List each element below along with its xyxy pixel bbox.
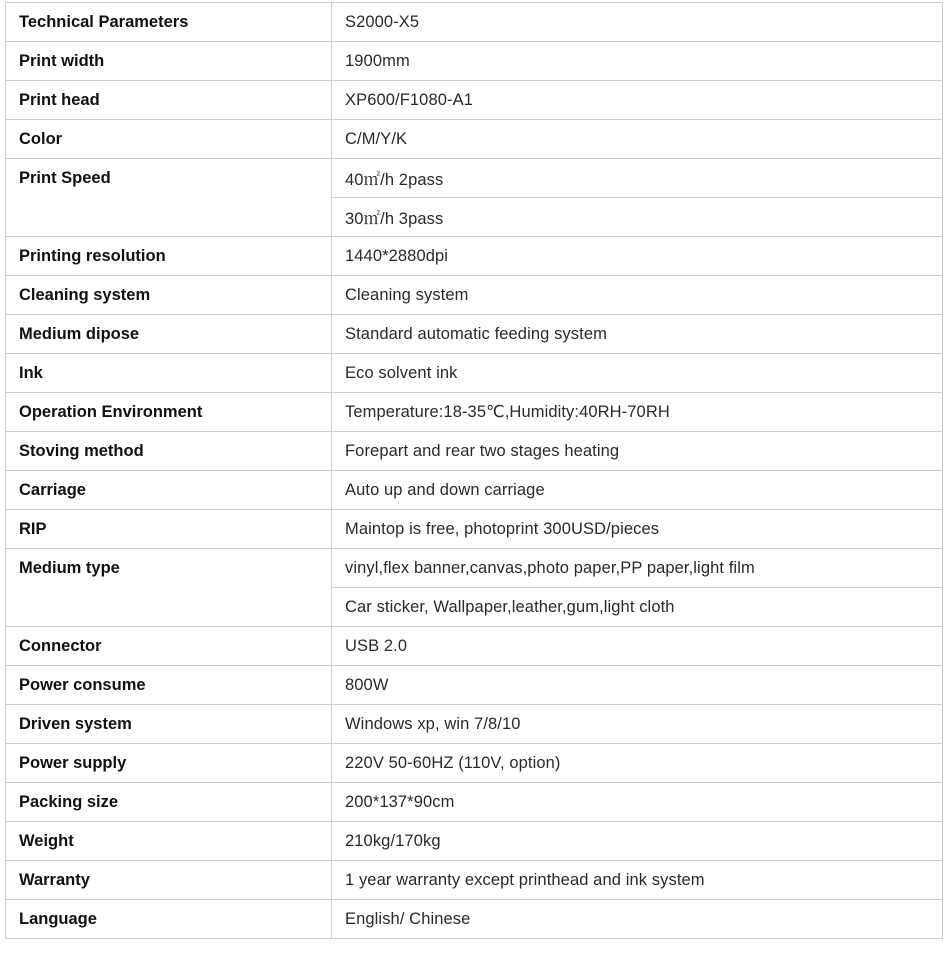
parameter-value: 40㎡/h 2pass — [332, 159, 943, 198]
spec-table — [5, 2, 943, 939]
table-row — [6, 159, 943, 198]
parameter-label: Carriage — [6, 471, 332, 510]
parameter-value: 1 year warranty except printhead and ink system — [332, 861, 943, 900]
parameter-label: Print Speed — [6, 159, 332, 237]
parameter-value: Eco solvent ink — [332, 354, 943, 393]
parameter-label: Operation Environment — [6, 393, 332, 432]
parameter-value: Forepart and rear two stages heating — [332, 432, 943, 471]
parameter-label: Power consume — [6, 666, 332, 705]
parameter-value: 210kg/170kg — [332, 822, 943, 861]
parameter-value: Windows xp, win 7/8/10 — [332, 705, 943, 744]
parameter-value: C/M/Y/K — [332, 120, 943, 159]
table-row — [6, 705, 943, 744]
parameter-label: Language — [6, 900, 332, 939]
table-row — [6, 276, 943, 315]
table-row — [6, 900, 943, 939]
table-row — [6, 315, 943, 354]
parameter-value: English/ Chinese — [332, 900, 943, 939]
parameter-label: Printing resolution — [6, 237, 332, 276]
parameter-value: Temperature:18-35℃,Humidity:40RH-70RH — [332, 393, 943, 432]
parameter-value: Standard automatic feeding system — [332, 315, 943, 354]
parameter-label: Cleaning system — [6, 276, 332, 315]
table-row — [6, 432, 943, 471]
parameter-value: 30㎡/h 3pass — [332, 198, 943, 237]
table-row — [6, 237, 943, 276]
parameter-label: Power supply — [6, 744, 332, 783]
table-row — [6, 81, 943, 120]
spec-table-body — [6, 3, 943, 939]
parameter-value: vinyl,flex banner,canvas,photo paper,PP paper,light film — [332, 549, 943, 588]
table-row — [6, 42, 943, 81]
table-row — [6, 120, 943, 159]
parameter-label: Technical Parameters — [6, 3, 332, 42]
table-row — [6, 471, 943, 510]
parameter-value: 800W — [332, 666, 943, 705]
parameter-label: Color — [6, 120, 332, 159]
table-row — [6, 393, 943, 432]
parameter-label: Print head — [6, 81, 332, 120]
parameter-value: USB 2.0 — [332, 627, 943, 666]
table-row — [6, 666, 943, 705]
parameter-value: S2000-X5 — [332, 3, 943, 42]
table-row — [6, 510, 943, 549]
parameter-label: Connector — [6, 627, 332, 666]
parameter-value: 1440*2880dpi — [332, 237, 943, 276]
parameter-value: 200*137*90cm — [332, 783, 943, 822]
parameter-label: Medium dipose — [6, 315, 332, 354]
parameter-label: RIP — [6, 510, 332, 549]
parameter-label: Stoving method — [6, 432, 332, 471]
parameter-label: Print width — [6, 42, 332, 81]
parameter-value: XP600/F1080-A1 — [332, 81, 943, 120]
parameter-label: Ink — [6, 354, 332, 393]
parameter-label: Driven system — [6, 705, 332, 744]
table-row — [6, 783, 943, 822]
parameter-label: Packing size — [6, 783, 332, 822]
parameter-label: Medium type — [6, 549, 332, 627]
table-row — [6, 861, 943, 900]
parameter-label: Weight — [6, 822, 332, 861]
parameter-value: 220V 50-60HZ (110V, option) — [332, 744, 943, 783]
table-row — [6, 822, 943, 861]
table-row — [6, 549, 943, 588]
parameter-value: 1900mm — [332, 42, 943, 81]
table-row — [6, 744, 943, 783]
parameter-value: Maintop is free, photoprint 300USD/pieces — [332, 510, 943, 549]
table-row — [6, 3, 943, 42]
parameter-value: Auto up and down carriage — [332, 471, 943, 510]
parameter-value: Car sticker, Wallpaper,leather,gum,light cloth — [332, 588, 943, 627]
parameter-value: Cleaning system — [332, 276, 943, 315]
table-row — [6, 354, 943, 393]
parameter-label: Warranty — [6, 861, 332, 900]
table-row — [6, 627, 943, 666]
